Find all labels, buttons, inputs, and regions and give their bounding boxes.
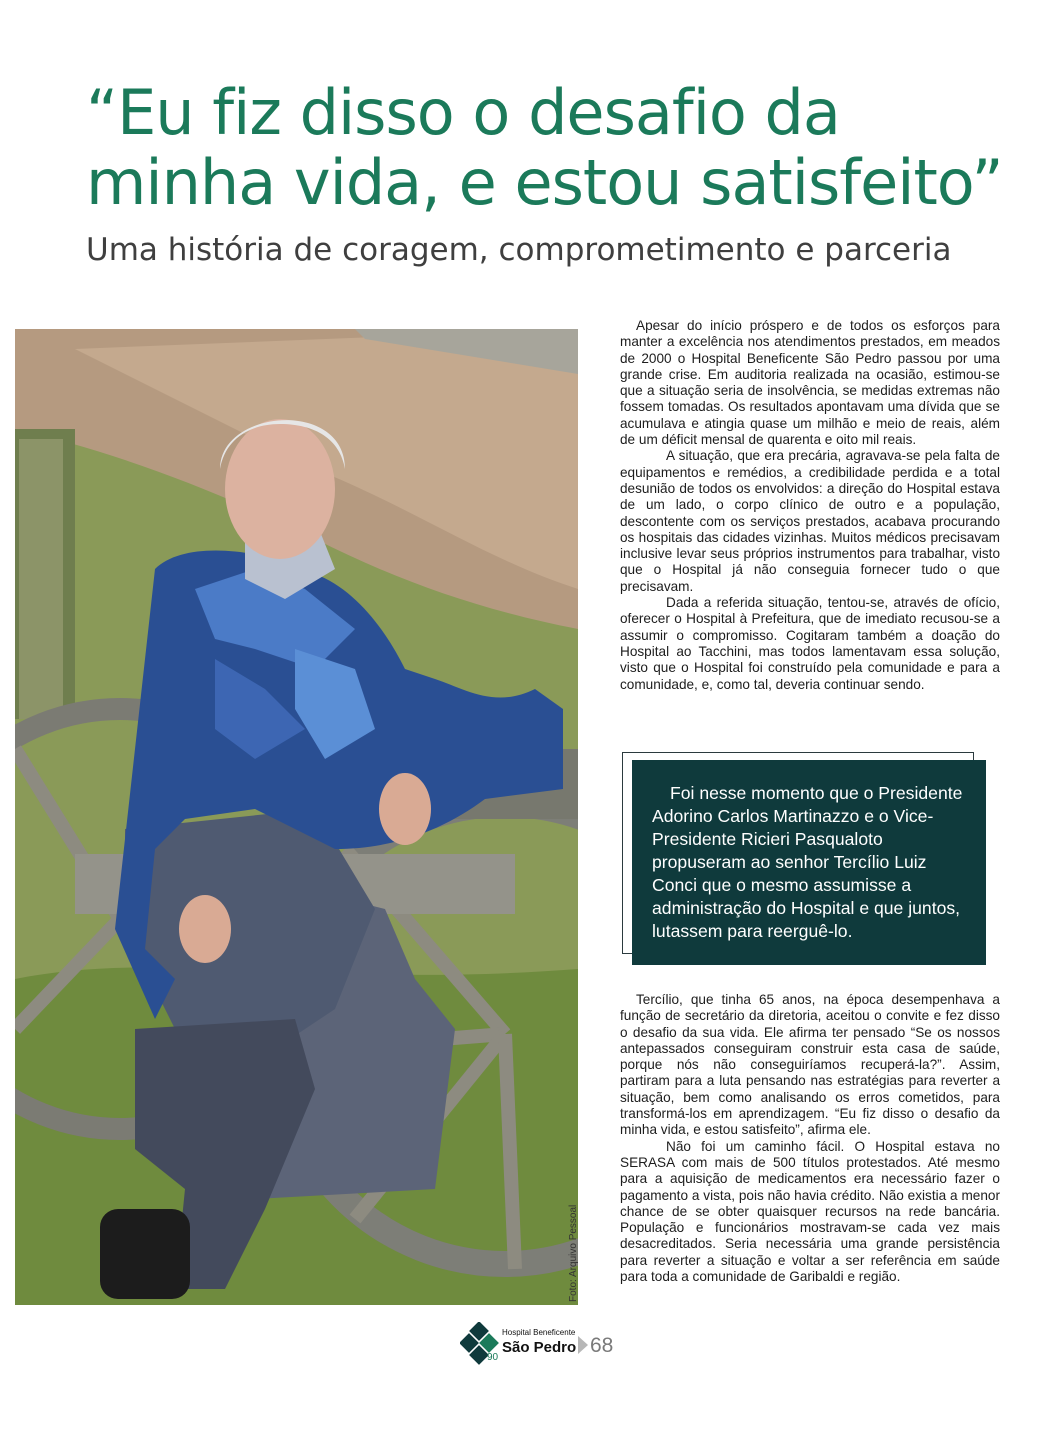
article-column-bottom [620,992,1000,1285]
headline-line-2: minha vida, e estou satisfeito” [86,146,1003,219]
paragraph: Apesar do início próspero e de todos os esforços para manter a excelência nos atendimentos prestados, em meados de 2000 o Hospital Beneficente São Pedro passou por uma grande crise. Em auditoria realizada na ocasião, estimou-se que a situação seria de insolvência, se medidas extremas não fossem tomadas. Os resultados apontavam uma dívida que se acumulava e atingia quase um milhão e meio de reais, além de um déficit mensal de quarenta e oito mil reais. [620,318,1000,448]
paragraph: Tercílio, que tinha 65 anos, na época desempenhava a função de secretário da diretoria, aceitou o convite e fez disso o desafio da sua vida. Ele afirma ter pensado “Se os nossos antepassados conseguiram construir esta casa de saúde, porque nós não conseguiríamos recuperá-la?”. Assim, partiram para a luta pensando nas estratégias para reverter a situação, bem como analisando os erros cometidos, para transformá-los em aprendizagem. “Eu fiz disso o desafio da minha vida, e estou satisfeito”, afirma ele. [620,992,1000,1138]
portrait-photo [15,329,578,1305]
article-column-top [620,318,1000,693]
logo-subtitle: Hospital Beneficente [502,1328,576,1337]
page-number: 68 [590,1334,614,1357]
photo-credit: Foto: Arquivo Pessoal [568,1204,579,1302]
paragraph: Dada a referida situação, tentou-se, através de ofício, oferecer o Hospital à Prefeitura, que de imediato recusou-se a assumir o compromisso. Cogitaram também a doação do Hospital ao Tacchini, mas todos lamentavam essa solução, visto que o Hospital foi construído pela comunidade e para a comunidade, e, como tal, deveria continuar sendo. [620,595,1000,692]
logo-years: 90 [487,1352,499,1363]
subheadline: Uma história de coragem, comprometimento e parceria [86,232,952,268]
paragraph: Não foi um caminho fácil. O Hospital estava no SERASA com mais de 500 títulos protestados. Até mesmo para a aquisição de medicamentos era necessário fazer o pagamento a vista, pois não havia crédito. Não existia a menor chance de se obter quaisquer recursos na rede bancária. População e funcionários mostravam-se cada vez mais desacreditados. Seria necessária uma grande persistência para reverter a situação e voltar a ser referência em saúde para toda a comunidade de Garibaldi e região. [620,1138,1000,1285]
pull-quote [632,760,986,965]
page-footer [460,1322,660,1368]
portrait-photo-illustration [15,329,578,1305]
hospital-logo-icon [460,1322,500,1368]
logo-name: São Pedro [502,1339,577,1356]
pull-quote-text: Foi nesse momento que o Presidente Adorino Carlos Martinazzo e o Vice-Presidente Ricieri Pasqualoto propuseram ao senhor Tercílio Luiz Conci que o mesmo assumisse a administração do Hospital e que juntos, lutassem para reerguê-lo. [652,783,963,941]
headline-line-1: “Eu fiz disso o desafio da [86,76,840,149]
headline [86,78,1046,218]
page-arrow-icon [578,1336,588,1354]
paragraph: A situação, que era precária, agravava-se pela falta de equipamentos e remédios, a credibilidade perdida e a total desunião de todos os envolvidos: a direção do Hospital estava de um lado, o corpo clínico de outro e a população, descontente com os serviços prestados, acabava procurando os hospitais das cidades vizinhas. Muitos médicos precisavam inclusive levar seus próprios instrumentos para trabalhar, visto que o Hospital já não conseguia fornecer tudo o que precisavam. [620,448,1000,594]
